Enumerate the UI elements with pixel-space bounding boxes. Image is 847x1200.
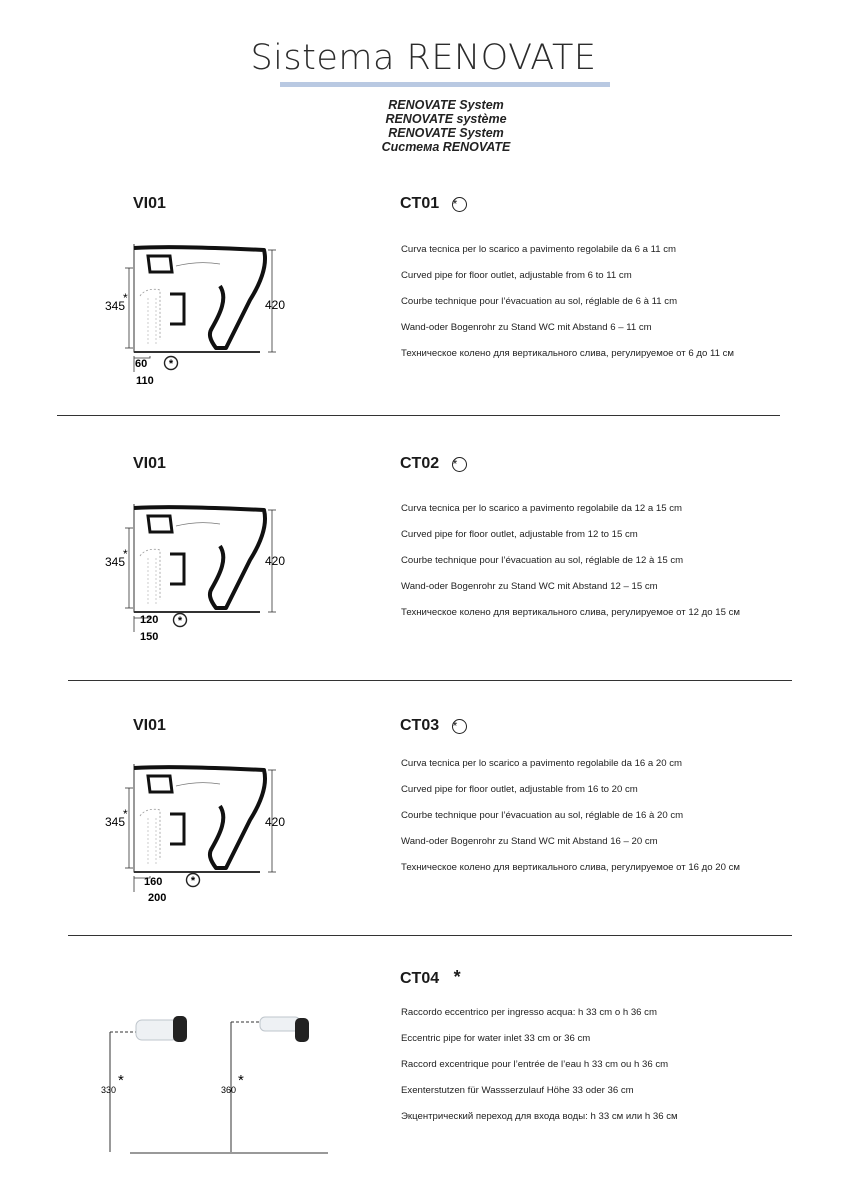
product-code-text: CT01	[400, 195, 440, 212]
dim-inner: 120	[140, 614, 159, 626]
dim-inner: 160	[144, 876, 163, 888]
subtitle-ru: Система RENOVATE	[381, 140, 511, 154]
section-divider	[68, 935, 792, 936]
description-it: Raccordo eccentrico per ingresso acqua: h 33 cm o h 36 cm	[401, 1007, 657, 1018]
dim-420: 420	[265, 298, 286, 312]
model-label: VI01	[133, 455, 166, 472]
dim-asterisk: *	[123, 807, 128, 821]
circle-asterisk-icon: *	[177, 615, 183, 627]
product-code-text: CT02	[400, 455, 440, 472]
description-it: Curva tecnica per lo scarico a pavimento regolabile da 12 a 15 cm	[401, 503, 683, 514]
dim-outer: 110	[136, 375, 154, 387]
section-divider	[57, 415, 780, 416]
description-de: Wand-oder Bogenrohr zu Stand WC mit Abstand 6 – 11 cm	[401, 322, 652, 333]
description-ru: Техническое колено для вертикального слива, регулируемое от 16 до 20 см	[401, 862, 741, 873]
model-label: VI01	[133, 195, 166, 212]
description-fr: Courbe technique pour l’évacuation au sol, réglable de 12 à 15 cm	[401, 555, 684, 566]
description-list	[401, 243, 734, 373]
product-code	[400, 195, 467, 213]
description-en: Curved pipe for floor outlet, adjustable from 6 to 11 cm	[401, 270, 632, 281]
page-title: Sistema RENOVATE	[250, 38, 597, 78]
asterisk-icon: *	[453, 967, 461, 987]
dim-330: 330	[101, 1085, 117, 1095]
circle-asterisk-icon: *	[452, 457, 467, 472]
product-code	[400, 967, 461, 988]
dim-outer: 150	[140, 631, 159, 643]
description-fr: Raccord excentrique pour l’entrée de l’eau h 33 cm ou h 36 cm	[401, 1059, 669, 1070]
dim-outer: 200	[148, 892, 167, 904]
description-en: Eccentric pipe for water inlet 33 cm or 36 cm	[401, 1033, 591, 1044]
dim-420: 420	[265, 815, 286, 829]
dim-420: 420	[265, 554, 286, 568]
product-code-text: CT04	[400, 970, 440, 987]
description-list	[401, 502, 740, 632]
dim-345: 345	[105, 299, 126, 313]
wc-diagram	[100, 756, 300, 912]
description-it: Curva tecnica per lo scarico a pavimento regolabile da 6 a 11 cm	[401, 244, 676, 255]
description-ru: Техническое колено для вертикального слива, регулируемое от 6 до 11 см	[401, 348, 734, 359]
dim-inner: 60	[135, 358, 148, 370]
pipe-diagram	[90, 1005, 340, 1165]
title-underline	[280, 82, 610, 87]
description-en: Curved pipe for floor outlet, adjustable from 16 to 20 cm	[401, 784, 638, 795]
dim-asterisk: *	[238, 1072, 244, 1089]
model-label: VI01	[133, 717, 166, 734]
subtitle-en: RENOVATE System	[388, 98, 504, 112]
section-divider	[68, 680, 792, 681]
description-de: Wand-oder Bogenrohr zu Stand WC mit Abstand 12 – 15 cm	[401, 581, 658, 592]
description-fr: Courbe technique pour l’évacuation au sol, réglable de 6 à 11 cm	[401, 296, 678, 307]
description-list	[401, 1006, 678, 1136]
wc-diagram	[100, 496, 300, 652]
dim-asterisk: *	[123, 291, 128, 305]
circle-asterisk-icon: *	[452, 197, 467, 212]
circle-asterisk-icon: *	[168, 358, 174, 370]
circle-asterisk-icon: *	[452, 719, 467, 734]
description-ru: Техническое колено для вертикального слива, регулируемое от 12 до 15 см	[401, 607, 741, 618]
wc-diagram	[100, 236, 300, 392]
subtitle-de: RENOVATE System	[388, 126, 504, 140]
dim-345: 345	[105, 555, 126, 569]
subtitle-block	[0, 98, 847, 154]
description-it: Curva tecnica per lo scarico a pavimento regolabile da 16 a 20 cm	[401, 758, 683, 769]
description-list	[401, 757, 740, 887]
dim-asterisk: *	[118, 1072, 124, 1089]
dim-360: 360	[221, 1085, 237, 1095]
product-code-text: CT03	[400, 717, 440, 734]
description-en: Curved pipe for floor outlet, adjustable from 12 to 15 cm	[401, 529, 638, 540]
product-code	[400, 717, 467, 735]
product-code	[400, 455, 467, 473]
circle-asterisk-icon: *	[190, 875, 196, 887]
dim-asterisk: *	[123, 547, 128, 561]
description-de: Exenterstutzen für Wassserzulauf Höhe 33 oder 36 cm	[401, 1085, 634, 1096]
dim-345: 345	[105, 815, 126, 829]
description-de: Wand-oder Bogenrohr zu Stand WC mit Abstand 16 – 20 cm	[401, 836, 658, 847]
description-ru: Экцентрический переход для входа воды: h 33 см или h 36 см	[401, 1111, 678, 1122]
description-fr: Courbe technique pour l’évacuation au sol, réglable de 16 à 20 cm	[401, 810, 684, 821]
subtitle-fr: RENOVATE système	[385, 112, 507, 126]
